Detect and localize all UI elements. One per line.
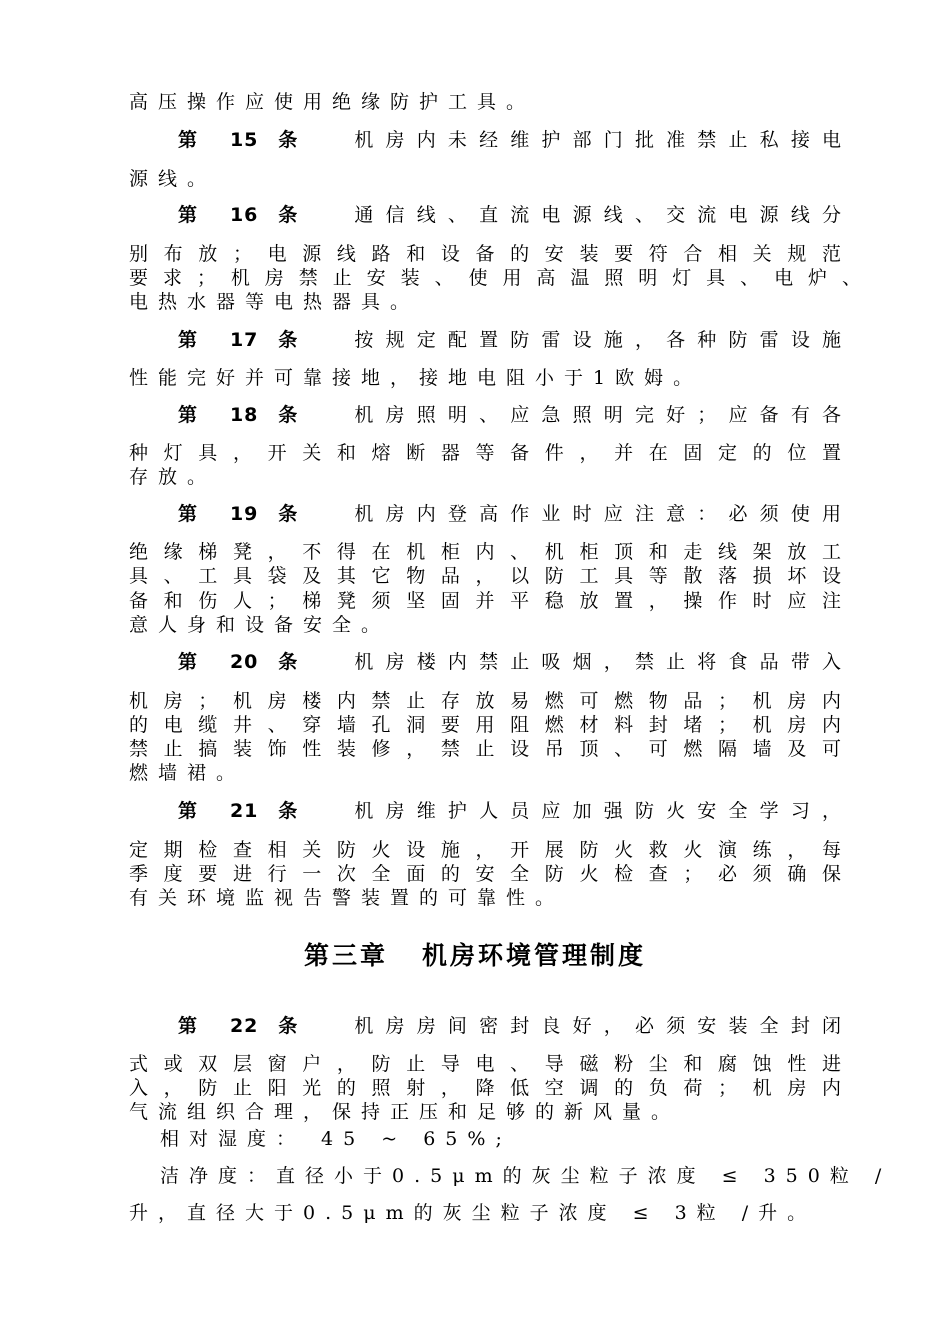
text-line: 气流组织合理，保持正压和足够的新风量。	[129, 1101, 681, 1123]
cleanliness-line-cont: 升，直径大于0.5μm的灰尘粒子浓度 ≤ 3粒 /升。	[129, 1202, 817, 1224]
text-line: 高压操作应使用绝缘防护工具。	[129, 91, 536, 113]
article-number: 第 15 条	[178, 129, 311, 151]
text-line: 机房；机房楼内禁止存放易燃可燃物品；机房内	[129, 690, 841, 712]
text-line: 具、工具袋及其它物品，以防工具等散落损坏设	[129, 565, 841, 587]
article-number: 第 16 条	[178, 204, 311, 226]
article-number: 第 18 条	[178, 404, 311, 426]
article-22-first-line	[178, 1014, 841, 1038]
article-text: 机房内登高作业时应注意：必须使用	[354, 503, 841, 525]
text-line: 别布放；电源线路和设备的安装要符合相关规范	[129, 243, 841, 265]
article-text: 通信线、直流电源线、交流电源线分	[354, 204, 841, 226]
article-16-first-line	[178, 203, 841, 227]
article-number: 第 17 条	[178, 329, 311, 351]
text-line: 种灯具，开关和熔断器等备件，并在固定的位置	[129, 442, 841, 464]
chapter-number: 第三章	[303, 941, 388, 970]
article-17-first-line	[178, 328, 841, 352]
text-line: 意人身和设备安全。	[129, 614, 391, 636]
text-line: 有关环境监视告警装置的可靠性。	[129, 887, 565, 909]
text-line: 禁止搞装饰性装修，禁止设吊顶、可燃隔墙及可	[129, 738, 841, 760]
text-line: 备和伤人；梯凳须坚固并平稳放置，操作时应注	[129, 590, 841, 612]
text-line: 的电缆井、穿墙孔洞要用阻燃材料封堵；机房内	[129, 714, 841, 736]
article-text: 机房维护人员应加强防火安全学习，	[354, 800, 841, 822]
article-21-first-line	[178, 799, 841, 823]
text-line: 绝缘梯凳，不得在机柜内、机柜顶和走线架放工	[129, 541, 841, 563]
article-20-first-line	[178, 650, 841, 674]
article-18-first-line	[178, 403, 841, 427]
article-number: 第 22 条	[178, 1015, 311, 1037]
cleanliness-line: 洁净度：直径小于0.5μm的灰尘粒子浓度 ≤ 350粒 /	[160, 1165, 892, 1187]
text-line: 源线。	[129, 168, 217, 190]
text-line: 式或双层窗户，防止导电、导磁粉尘和腐蚀性进	[129, 1053, 841, 1075]
humidity-line: 相对湿度： 45 ~ 65%;	[160, 1128, 512, 1150]
article-15-first-line	[178, 128, 841, 152]
text-line: 入，防止阳光的照射，降低空调的负荷；机房内	[129, 1077, 841, 1099]
text-line: 要求；机房禁止安装、使用高温照明灯具、电炉、	[129, 267, 861, 289]
article-text: 机房楼内禁止吸烟，禁止将食品带入	[354, 651, 841, 673]
chapter-heading	[0, 936, 950, 972]
text-line: 燃墙裙。	[129, 762, 246, 784]
text-line: 电热水器等电热器具。	[129, 291, 420, 313]
article-text: 机房房间密封良好，必须安装全封闭	[354, 1015, 841, 1037]
text-line: 性能完好并可靠接地，接地电阻小于1欧姆。	[129, 367, 703, 389]
article-text: 按规定配置防雷设施，各种防雷设施	[354, 329, 841, 351]
text-line: 定期检查相关防火设施，开展防火救火演练，每	[129, 839, 841, 861]
chapter-title: 机房环境管理制度	[422, 941, 647, 970]
article-number: 第 21 条	[178, 800, 311, 822]
article-number: 第 20 条	[178, 651, 311, 673]
article-text: 机房内未经维护部门批准禁止私接电	[354, 129, 841, 151]
text-line: 季度要进行一次全面的安全防火检查；必须确保	[129, 863, 841, 885]
article-19-first-line	[178, 502, 841, 526]
article-text: 机房照明、应急照明完好；应备有各	[354, 404, 841, 426]
article-number: 第 19 条	[178, 503, 311, 525]
text-line: 存放。	[129, 466, 217, 488]
